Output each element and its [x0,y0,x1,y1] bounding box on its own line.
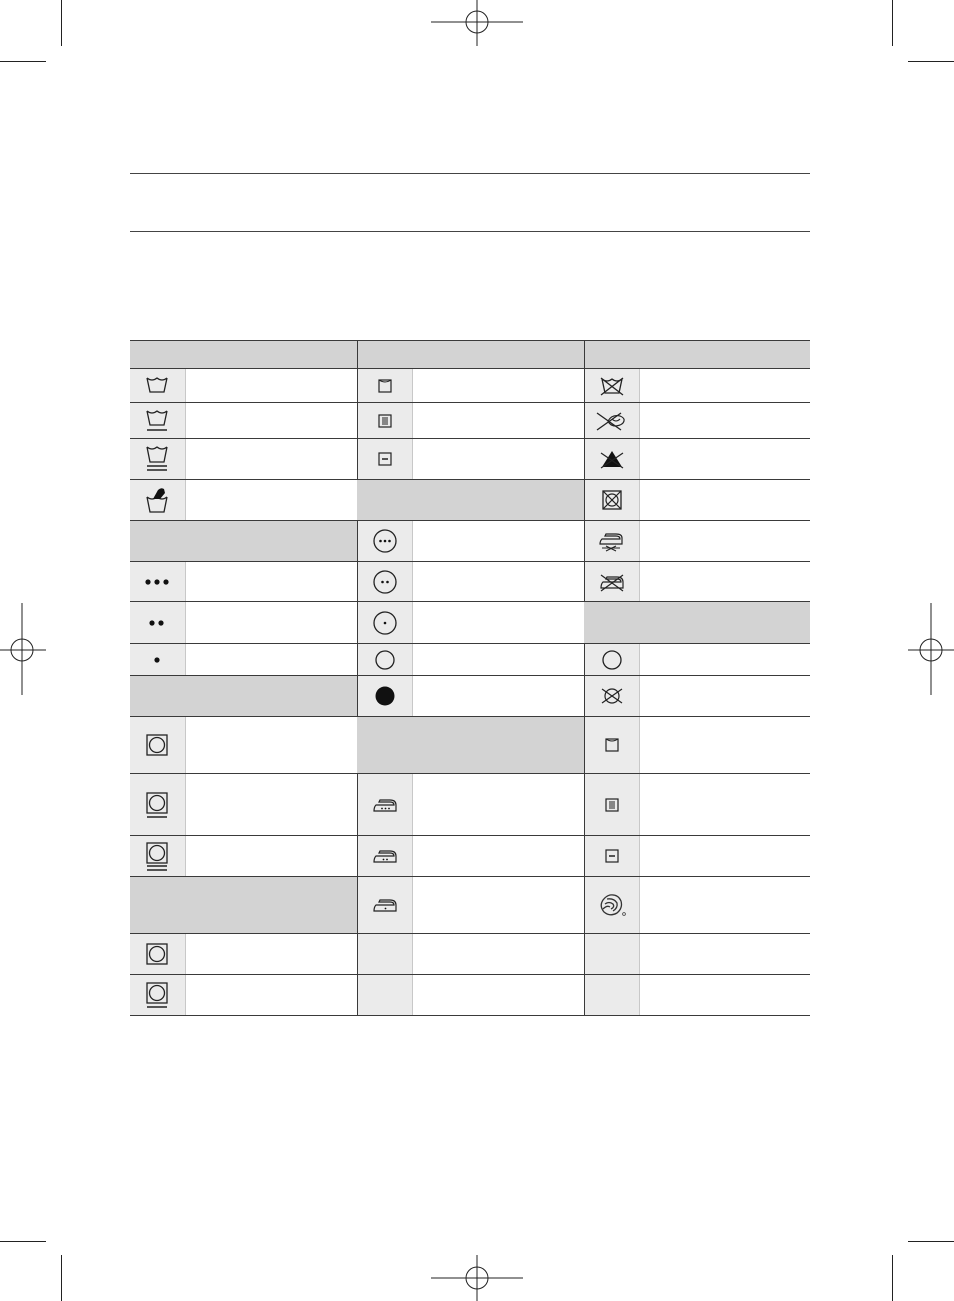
open-circle-icon [601,649,623,671]
symbol-label [412,774,584,836]
symbol-label [639,644,810,676]
crop-mark [908,61,954,62]
symbol-label [185,562,357,602]
care-symbols-table [130,340,810,1016]
wash-tub-icon [144,375,170,397]
symbol-label [185,369,357,403]
empty-icon-cell [584,975,639,1016]
symbol-label [185,975,357,1016]
symbol-label [185,403,357,439]
subsection-header [130,521,357,562]
table-row [130,439,810,480]
symbol-label [639,369,810,403]
symbol-label [412,836,584,877]
symbol-label [639,676,810,717]
dry-flat-icon [377,451,393,467]
hand-wash-icon [144,485,170,515]
table-row [130,877,810,934]
subsection-header [130,676,357,717]
section-title [130,185,810,215]
woolmark-icon [596,891,628,919]
symbol-label [639,439,810,480]
two-dots-icon [147,618,167,628]
section-top-rule [130,173,810,174]
subsection-header [584,602,810,644]
table-row [130,602,810,644]
do-not-tumble-dry-icon [600,488,624,512]
line-dry-icon [604,737,620,753]
tumble-dry-icon [144,941,170,967]
symbol-label [412,975,584,1016]
do-not-wash-icon [598,375,626,397]
table-row [130,644,810,676]
symbol-label [185,836,357,877]
table-row [130,717,810,774]
symbol-label [639,836,810,877]
symbol-label [185,602,357,644]
symbol-label [185,934,357,975]
symbol-label [412,439,584,480]
drip-dry-icon [377,413,393,429]
circle-two-dots-icon [372,569,398,595]
symbol-label [185,480,357,521]
symbol-label [412,934,584,975]
table-row [130,934,810,975]
table-row [130,521,810,562]
empty-icon-cell [357,975,412,1016]
circle-one-dot-icon [372,610,398,636]
empty-icon-cell [584,934,639,975]
crop-mark [61,1255,62,1301]
column-header [584,341,810,369]
crop-mark [892,1255,893,1301]
subsection-header [130,877,357,934]
symbol-label [639,403,810,439]
table-row [130,676,810,717]
symbol-label [185,439,357,480]
crop-mark [908,1241,954,1242]
iron-two-dots-icon [371,848,399,864]
symbol-label [412,521,584,562]
wash-tub-one-bar-icon [144,408,170,434]
registration-mark-icon [431,1255,523,1301]
drip-dry-icon [604,797,620,813]
table-row [130,774,810,836]
dry-flat-icon [604,848,620,864]
table-row [130,403,810,439]
filled-circle-icon [374,685,396,707]
symbol-label [639,975,810,1016]
symbol-label [412,877,584,934]
table-row [130,480,810,521]
tumble-dry-one-bar-icon [144,790,170,820]
symbol-label [412,403,584,439]
column-header [130,341,357,369]
empty-icon-cell [357,934,412,975]
crop-mark [0,61,46,62]
section-bottom-rule [130,231,810,232]
table-row [130,369,810,403]
table-row [130,836,810,877]
symbol-label [412,676,584,717]
symbol-label [639,877,810,934]
symbol-label [639,774,810,836]
symbol-label [412,602,584,644]
tumble-dry-icon [144,732,170,758]
symbol-label [412,562,584,602]
line-dry-icon [377,378,393,394]
symbol-label [412,644,584,676]
three-dots-icon [142,577,172,587]
open-circle-icon [374,649,396,671]
symbol-label [639,934,810,975]
iron-one-dot-icon [371,897,399,913]
subsection-header [357,480,584,521]
registration-mark-icon [0,603,46,695]
iron-three-dots-icon [371,797,399,813]
registration-mark-icon [431,0,523,46]
one-dot-icon [152,655,162,665]
do-not-iron-icon [597,572,627,592]
crop-mark [892,0,893,46]
crop-mark [0,1241,46,1242]
registration-mark-icon [908,603,954,695]
symbol-label [185,774,357,836]
no-steam-iron-icon [596,530,628,552]
tumble-dry-one-bar-icon [144,980,170,1010]
symbol-label [185,717,357,774]
column-header [357,341,584,369]
wash-tub-two-bar-icon [144,444,170,474]
do-not-dry-clean-icon [599,685,625,707]
crop-mark [61,0,62,46]
symbol-label [639,521,810,562]
symbol-label [412,369,584,403]
circle-three-dots-icon [372,528,398,554]
do-not-bleach-icon [597,448,627,470]
table-row [130,975,810,1016]
symbol-label [639,562,810,602]
table-row [130,562,810,602]
symbol-label [639,717,810,774]
table-row [130,341,810,369]
symbol-label [185,644,357,676]
subsection-header [357,717,584,774]
do-not-wring-icon [594,410,630,432]
symbol-label [639,480,810,521]
tumble-dry-two-bar-icon [144,840,170,872]
